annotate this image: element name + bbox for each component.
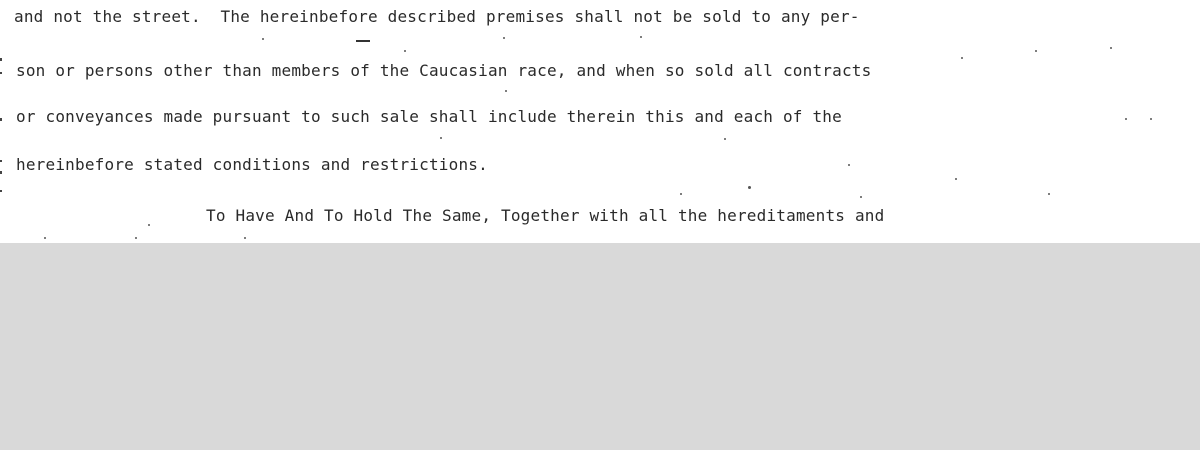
scan-speck [955,178,957,180]
scan-speck [404,50,406,52]
scan-speck [1150,118,1152,120]
scan-speck [148,224,150,226]
scan-speck [860,196,862,198]
scan-speck [44,237,46,239]
text-line-1: and not the street. The hereinbefore described premises shall not be sold to any per- [14,7,860,26]
scan-speck [848,164,850,166]
scan-speck [135,237,137,239]
text-line-3: or conveyances made pursuant to such sale shall include therein this and each of the [16,107,842,126]
left-edge-marks [0,0,3,243]
scan-speck [748,186,751,189]
scan-speck [1035,50,1037,52]
scan-speck [1125,118,1127,120]
scan-speck [1048,193,1050,195]
scan-speck [503,37,505,39]
scan-speck [262,38,264,40]
text-line-2: son or persons other than members of the Caucasian race, and when so sold all contracts [16,61,872,80]
scan-speck [440,137,442,139]
text-line-5: To Have And To Hold The Same, Together with all the hereditaments and [206,206,885,225]
empty-gray-area [0,243,1200,450]
scan-speck [1110,47,1112,49]
scan-speck [505,90,507,92]
text-line-4: hereinbefore stated conditions and restrictions. [16,155,488,174]
scan-speck [724,138,726,140]
scan-speck [961,57,963,59]
scan-speck [680,193,682,195]
scan-dash-mark [356,40,370,42]
scan-speck [640,36,642,38]
scan-speck [244,237,246,239]
